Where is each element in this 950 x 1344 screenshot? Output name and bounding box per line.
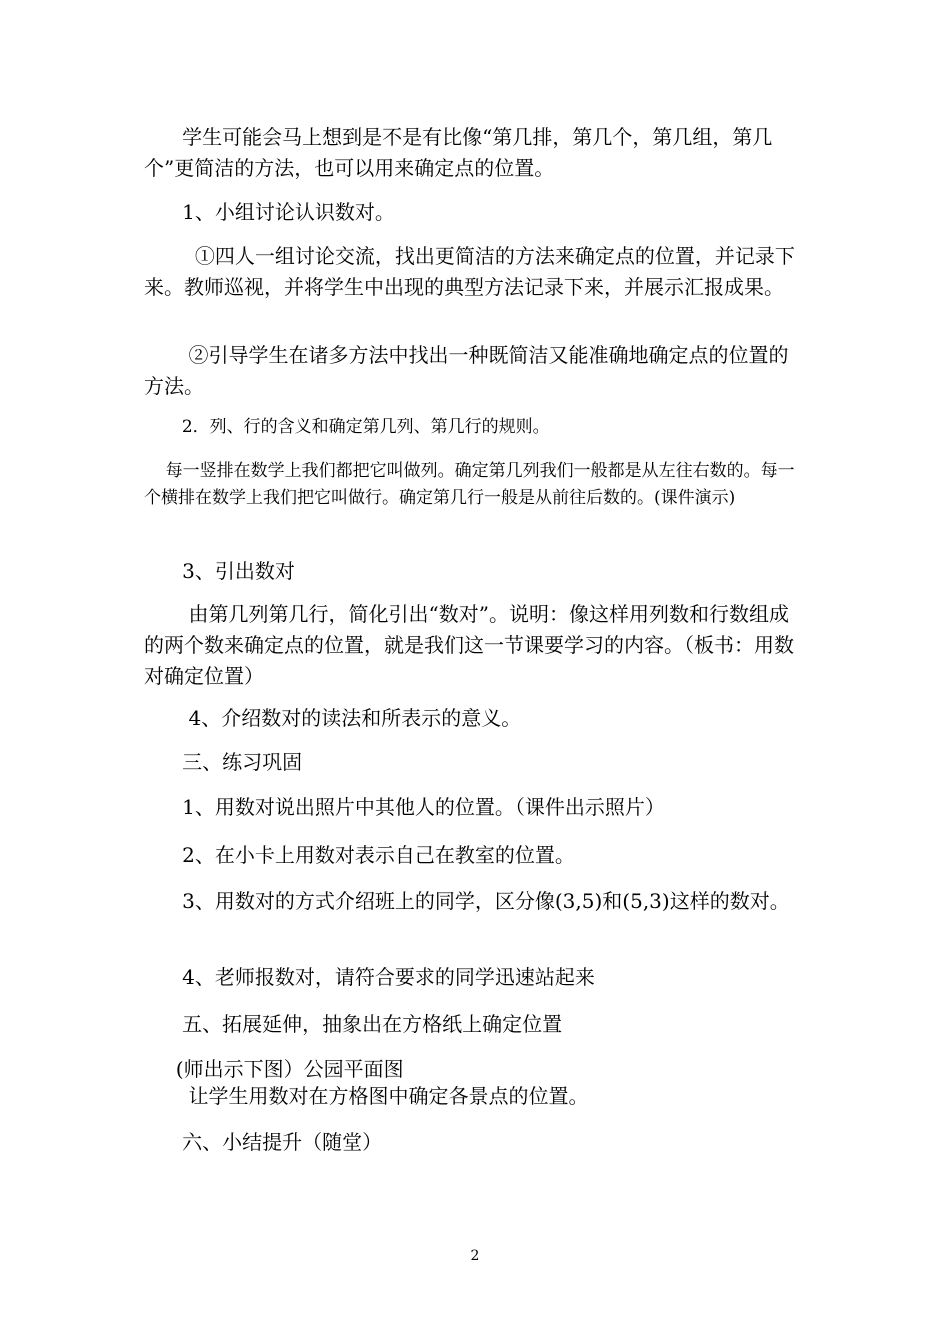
paragraph-group-discussion: 1、小组讨论认识数对。 (144, 200, 395, 224)
paragraph-reading-pairs: 4、介绍数对的读法和所表示的意义。 (144, 706, 522, 730)
paragraph-rules-detail: 每一竖排在数学上我们都把它叫做列。确定第几列我们一般都是从左往右数的。每一个横排在数学上我们把它叫做行。确定第几行一般是从前往后数的。(课件演示) (144, 461, 795, 508)
paragraph-practice-2: 2、在小卡上用数对表示自己在教室的位置。 (144, 843, 575, 867)
paragraph-locate-sights: 让学生用数对在方格图中确定各景点的位置。 (144, 1084, 589, 1108)
paragraph-intro: 学生可能会马上想到是不是有比像“第几排，第几个，第几组，第几个”更简洁的方法，也可以用来确定点的位置。 (144, 125, 773, 180)
paragraph-practice-4: 4、老师报数对，请符合要求的同学迅速站起来 (144, 965, 595, 989)
section-heading-summary: 六、小结提升（随堂） (144, 1130, 383, 1154)
paragraph-park-map: (师出示下图）公园平面图 (144, 1057, 404, 1081)
page-number: 2 (470, 1248, 480, 1264)
paragraph-introduce-pairs: 3、引出数对 (144, 559, 295, 583)
section-heading-extension: 五、拓展延伸，抽象出在方格纸上确定位置 (144, 1012, 563, 1036)
paragraph-practice-1: 1、用数对说出照片中其他人的位置。（课件出示照片） (144, 795, 665, 819)
paragraph-practice-3: 3、用数对的方式介绍班上的同学，区分像(3,5)和(5,3)这样的数对。 (144, 889, 790, 913)
section-heading-practice: 三、练习巩固 (144, 750, 303, 774)
paragraph-step-2: ②引导学生在诸多方法中找出一种既简洁又能准确地确定点的位置的方法。 (144, 343, 789, 398)
paragraph-pairs-explanation: 由第几列第几行，简化引出“数对”。说明：像这样用列数和行数组成的两个数来确定点的位置，就是我们这一节课要学习的内容。（板书：用数对确定位置） (144, 602, 794, 688)
paragraph-step-1: ①四人一组讨论交流，找出更简洁的方法来确定点的位置，并记录下来。教师巡视，并将学生中出现的典型方法记录下来，并展示汇报成果。 (144, 244, 795, 299)
paragraph-rules-heading: 2．列、行的含义和确定第几列、第几行的规则。 (144, 417, 550, 437)
